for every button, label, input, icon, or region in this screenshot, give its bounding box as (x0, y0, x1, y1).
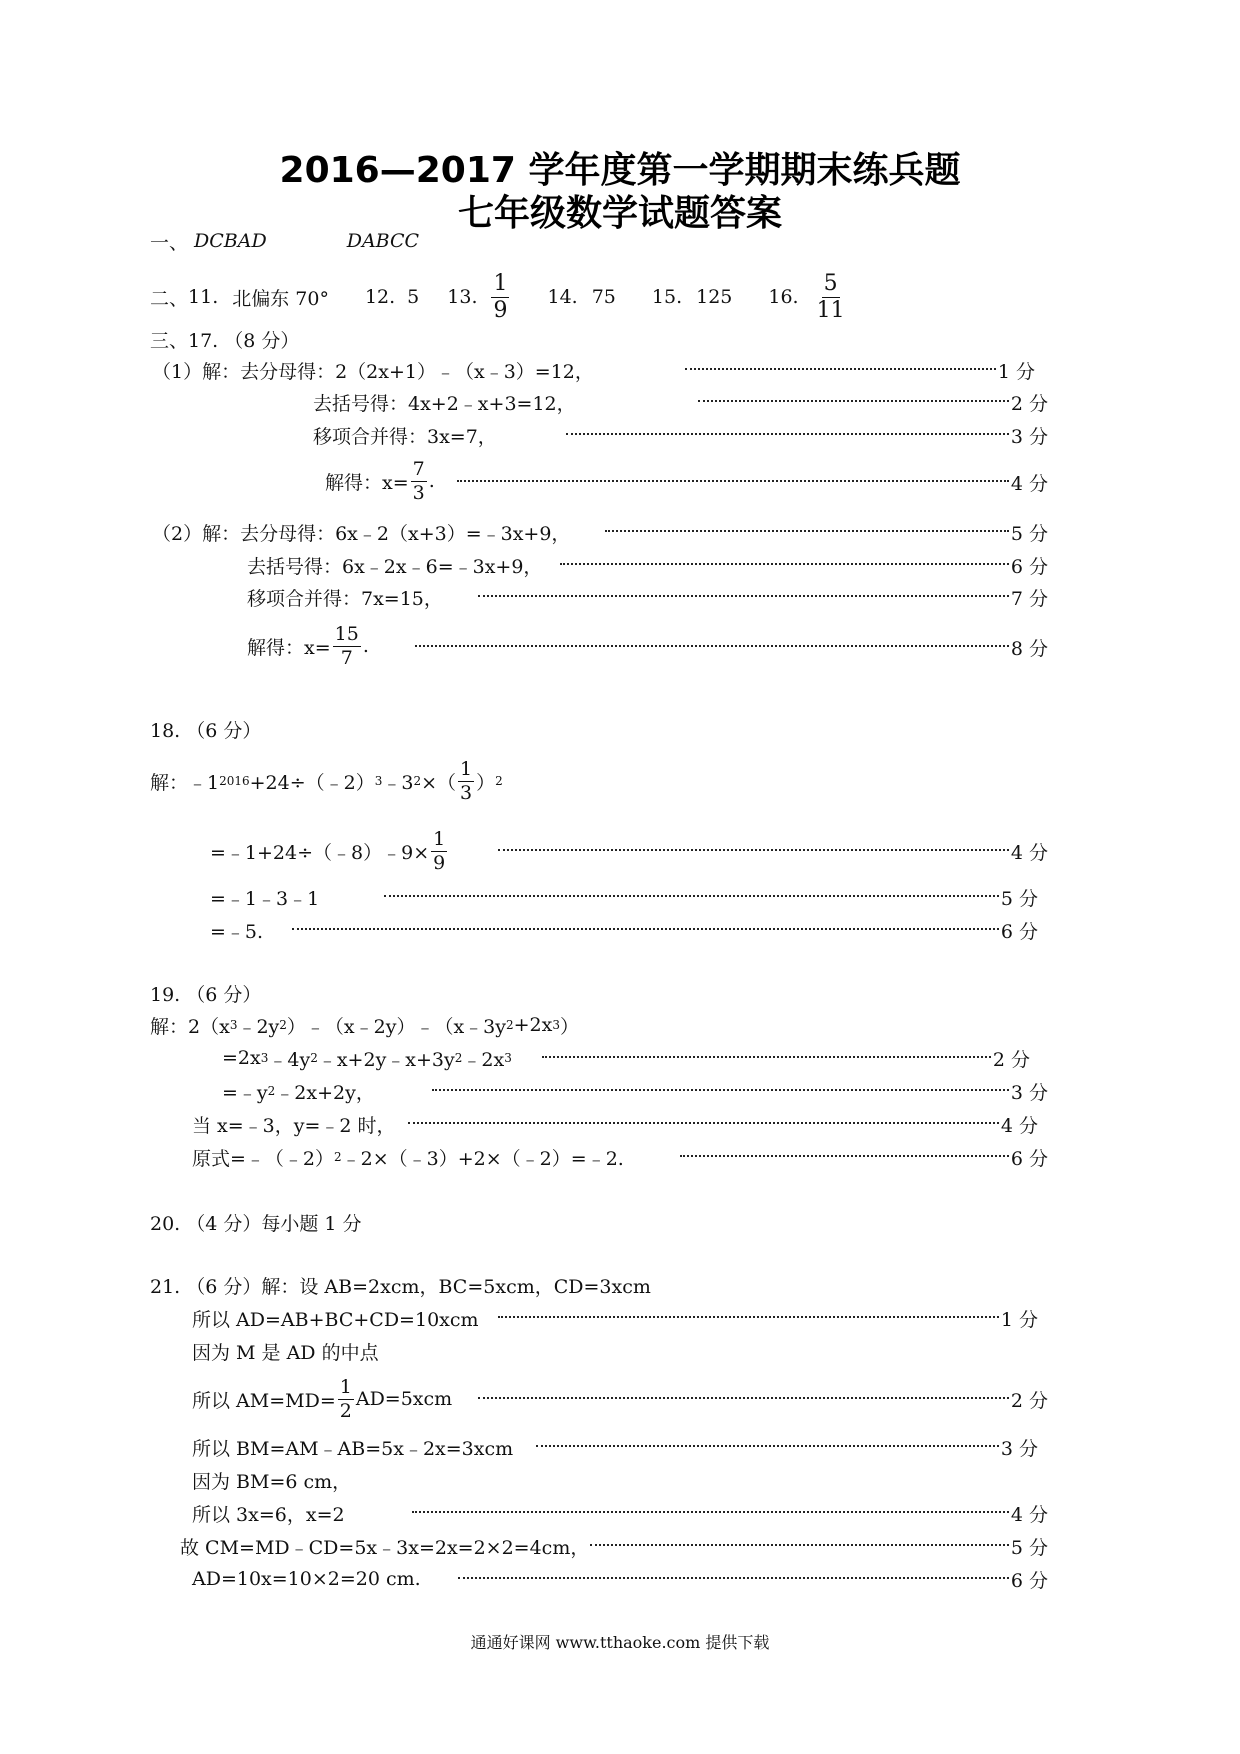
score-label: 2 分 (1010, 392, 1048, 415)
period: . (362, 635, 369, 657)
q17-p1-score1-leader (685, 353, 1035, 387)
q18-expression (150, 755, 503, 807)
score-label: 6 分 (1010, 555, 1048, 578)
score-label: 2 分 (992, 1048, 1030, 1071)
q14-answer: 75 (591, 286, 616, 308)
part2-label: 二、 (150, 287, 189, 310)
q17-p1-step4 (325, 455, 435, 507)
exponent: 3 (260, 1051, 269, 1065)
part1-answer-group-1: DCBAD (194, 230, 267, 252)
exponent: 2 (267, 1084, 276, 1098)
q17-p2-score3-leader (478, 580, 1048, 614)
q19-score4-leader (408, 1107, 1038, 1141)
period: . (428, 470, 435, 492)
q17-p2-step3: 移项合并得：7x=15， (247, 587, 443, 610)
q18-fraction (458, 757, 474, 804)
expr-part: ）﹣（x﹣2y）﹣（x﹣3y (286, 1015, 506, 1038)
q21-step4 (192, 1373, 452, 1425)
q21-step5: 所以 BM=AM﹣AB=5x﹣2x=3xcm (192, 1437, 514, 1460)
expr-part: +2x (513, 1014, 553, 1036)
q18-score4-leader (292, 913, 1038, 947)
q19-score3-leader (432, 1074, 1048, 1108)
q16-answer-fraction (816, 270, 845, 323)
expr-part: ﹣2×（﹣3）+2×（﹣2）=﹣2. (341, 1147, 624, 1170)
q19-step5 (192, 1140, 624, 1174)
part2-answers (150, 270, 847, 324)
expr-part: ﹣3 (382, 771, 414, 794)
q17-p1-step3: 移项合并得：3x=7， (313, 425, 497, 448)
q17-p2-result-fraction (333, 622, 361, 669)
exponent: 2 (310, 1051, 318, 1065)
q21-step6: 因为 BM=6 cm， (192, 1470, 352, 1493)
expr-part: +24÷（﹣2） (249, 771, 375, 794)
exponent: 2 (495, 774, 503, 788)
score-label: 4 分 (1010, 1503, 1048, 1526)
q17-p1-result-fraction (411, 457, 427, 504)
part1-answers (150, 224, 419, 258)
exponent: 2 (454, 1051, 463, 1065)
q15-number: 15. (651, 286, 683, 308)
expr-part: =﹣y (222, 1081, 268, 1104)
expr-part: ﹣4y (268, 1048, 311, 1071)
score-label: 4 分 (1010, 472, 1048, 495)
q18-score3-leader (384, 880, 1038, 914)
expr-part: 原式=﹣（﹣2） (192, 1147, 335, 1170)
expr-part: 解：2（x (150, 1015, 230, 1038)
score-label: 5 分 (1000, 887, 1038, 910)
expr-part: ） (560, 1015, 580, 1038)
q21-score5-leader (536, 1430, 1038, 1464)
page-subtitle: 七年级数学试题答案 (457, 193, 782, 234)
exponent: 3 (374, 774, 383, 788)
q11-answer: 北偏东 70° (232, 287, 329, 310)
score-label: 7 分 (1010, 587, 1048, 610)
exponent: 3 (229, 1018, 238, 1032)
score-label: 6 分 (1010, 1569, 1048, 1592)
part1-label: 一、 (150, 231, 189, 254)
expr-part: ） (476, 771, 496, 794)
exponent: 2 (334, 1150, 342, 1164)
exponent: 2 (506, 1018, 514, 1032)
exponent: 2 (279, 1018, 287, 1032)
expr-part: =﹣1+24÷（﹣8）﹣9× (210, 841, 430, 864)
q17-p2-score1-leader (605, 515, 1048, 549)
score-label: 4 分 (1000, 1114, 1038, 1137)
step-text: 解得：x= (247, 636, 331, 659)
score-label: 5 分 (1010, 522, 1048, 545)
q17-p1-score4-leader (457, 465, 1048, 499)
exponent: 3 (552, 1018, 561, 1032)
q21-step3: 因为 M 是 AD 的中点 (192, 1341, 379, 1364)
q17-p1-step2: 去括号得：4x+2﹣x+3=12， (313, 392, 576, 415)
q16-number: 16. (768, 286, 799, 308)
score-label: 8 分 (1010, 637, 1048, 660)
q21-step7: 所以 3x=6，x=2 (192, 1503, 345, 1526)
expr-part: ×（ (421, 771, 457, 794)
expr-part: 所以 AM=MD= (192, 1389, 336, 1412)
q14-number: 14. (547, 286, 578, 308)
q17-p2-score2-leader (560, 548, 1048, 582)
score-label: 1 分 (997, 360, 1035, 383)
q13-number: 13. (447, 286, 478, 308)
numerator: 1 (460, 757, 473, 780)
q21-step2: 所以 AD=AB+BC+CD=10xcm (192, 1308, 479, 1331)
q21-heading: 21. （6 分）解：设 AB=2xcm，BC=5xcm，CD=3xcm (150, 1275, 651, 1298)
q17-p2-step1: （2）解：去分母得：6x﹣2（x+3）=﹣3x+9， (152, 522, 571, 545)
denominator: 3 (460, 781, 473, 804)
q19-step2 (222, 1041, 512, 1075)
q17-p2-step4 (247, 620, 369, 672)
part1-answer-group-2: DABCC (346, 230, 420, 252)
denominator: 3 (412, 481, 425, 504)
score-label: 2 分 (1010, 1389, 1048, 1412)
denominator: 9 (433, 851, 446, 874)
exponent: 2 (413, 774, 422, 788)
q20-line: 20. （4 分）每小题 1 分 (150, 1212, 362, 1235)
q19-heading: 19. （6 分） (150, 983, 262, 1006)
expr-part: ﹣2y (237, 1015, 280, 1038)
q21-fraction (338, 1375, 354, 1422)
numerator: 1 (339, 1375, 352, 1398)
q17-p1-step1: （1）解：去分母得：2（2x+1）﹣（x﹣3）=12， (152, 360, 594, 383)
q19-expression (150, 1008, 579, 1042)
score-label: 1 分 (1000, 1308, 1038, 1331)
score-label: 3 分 (1010, 425, 1048, 448)
expr-part: ﹣x+2y﹣x+3y (317, 1048, 455, 1071)
q19-step3 (222, 1074, 375, 1108)
denominator: 2 (339, 1399, 352, 1422)
q19-score5-leader (680, 1140, 1048, 1174)
q13-answer-fraction (491, 270, 509, 323)
exponent: 3 (504, 1051, 512, 1065)
q17-p1-score2-leader (698, 385, 1048, 419)
q21-score9-leader (458, 1562, 1048, 1596)
q12-number: 12. (364, 286, 396, 308)
q18-step3: =﹣1﹣3﹣1 (210, 887, 320, 910)
q21-step8: 故 CM=MD﹣CD=5x﹣3x=2x=2×2=4cm， (180, 1536, 590, 1559)
q18-heading: 18. （6 分） (150, 719, 262, 742)
q16-denominator: 11 (816, 297, 845, 323)
q19-score2-leader (542, 1041, 1030, 1075)
expr-part: 解：﹣1 (150, 771, 220, 794)
score-label: 3 分 (1010, 1081, 1048, 1104)
score-label: 6 分 (1010, 1147, 1048, 1170)
score-label: 3 分 (1000, 1437, 1038, 1460)
q13-numerator: 1 (493, 270, 508, 296)
score-label: 5 分 (1010, 1536, 1048, 1559)
q11-number: 11. (188, 286, 219, 308)
q16-numerator: 5 (823, 270, 838, 296)
q15-answer: 125 (696, 286, 733, 308)
expr-part: =2x (222, 1047, 261, 1069)
q13-denominator: 9 (493, 297, 508, 323)
q21-score7-leader (412, 1496, 1048, 1530)
page-title: 2016—2017 学年度第一学期期末练兵题 (279, 150, 961, 191)
expr-part: ﹣2x (462, 1048, 505, 1071)
q19-step4: 当 x=﹣3，y=﹣2 时， (192, 1114, 396, 1137)
q21-step9: AD=10x=10×2=20 cm. (192, 1568, 421, 1590)
q18-step2 (210, 825, 449, 877)
q17-p2-score4-leader (415, 630, 1048, 664)
q18-step4: =﹣5. (210, 920, 264, 943)
score-label: 4 分 (1010, 841, 1048, 864)
denominator: 7 (340, 646, 353, 669)
q21-score2-leader (498, 1301, 1038, 1335)
numerator: 1 (433, 827, 446, 850)
exponent: 2016 (219, 774, 250, 788)
score-label: 6 分 (1000, 920, 1038, 943)
q18-score2-leader (498, 834, 1048, 868)
q18-step2-fraction (431, 827, 447, 874)
q17-p1-score3-leader (566, 418, 1048, 452)
expr-part: AD=5xcm (355, 1388, 453, 1410)
numerator: 7 (412, 457, 425, 480)
q17-heading: 三、17. （8 分） (150, 329, 300, 352)
q21-score4-leader (478, 1382, 1048, 1416)
q12-answer: 5 (407, 286, 420, 308)
step-text: 解得：x= (325, 471, 409, 494)
expr-part: ﹣2x+2y， (275, 1081, 375, 1104)
numerator: 15 (334, 622, 359, 645)
q17-p2-step2: 去括号得：6x﹣2x﹣6=﹣3x+9， (247, 555, 543, 578)
page-footer: 通通好课网 www.tthaoke.com 提供下载 (470, 1633, 770, 1652)
q21-score8-leader (590, 1529, 1048, 1563)
